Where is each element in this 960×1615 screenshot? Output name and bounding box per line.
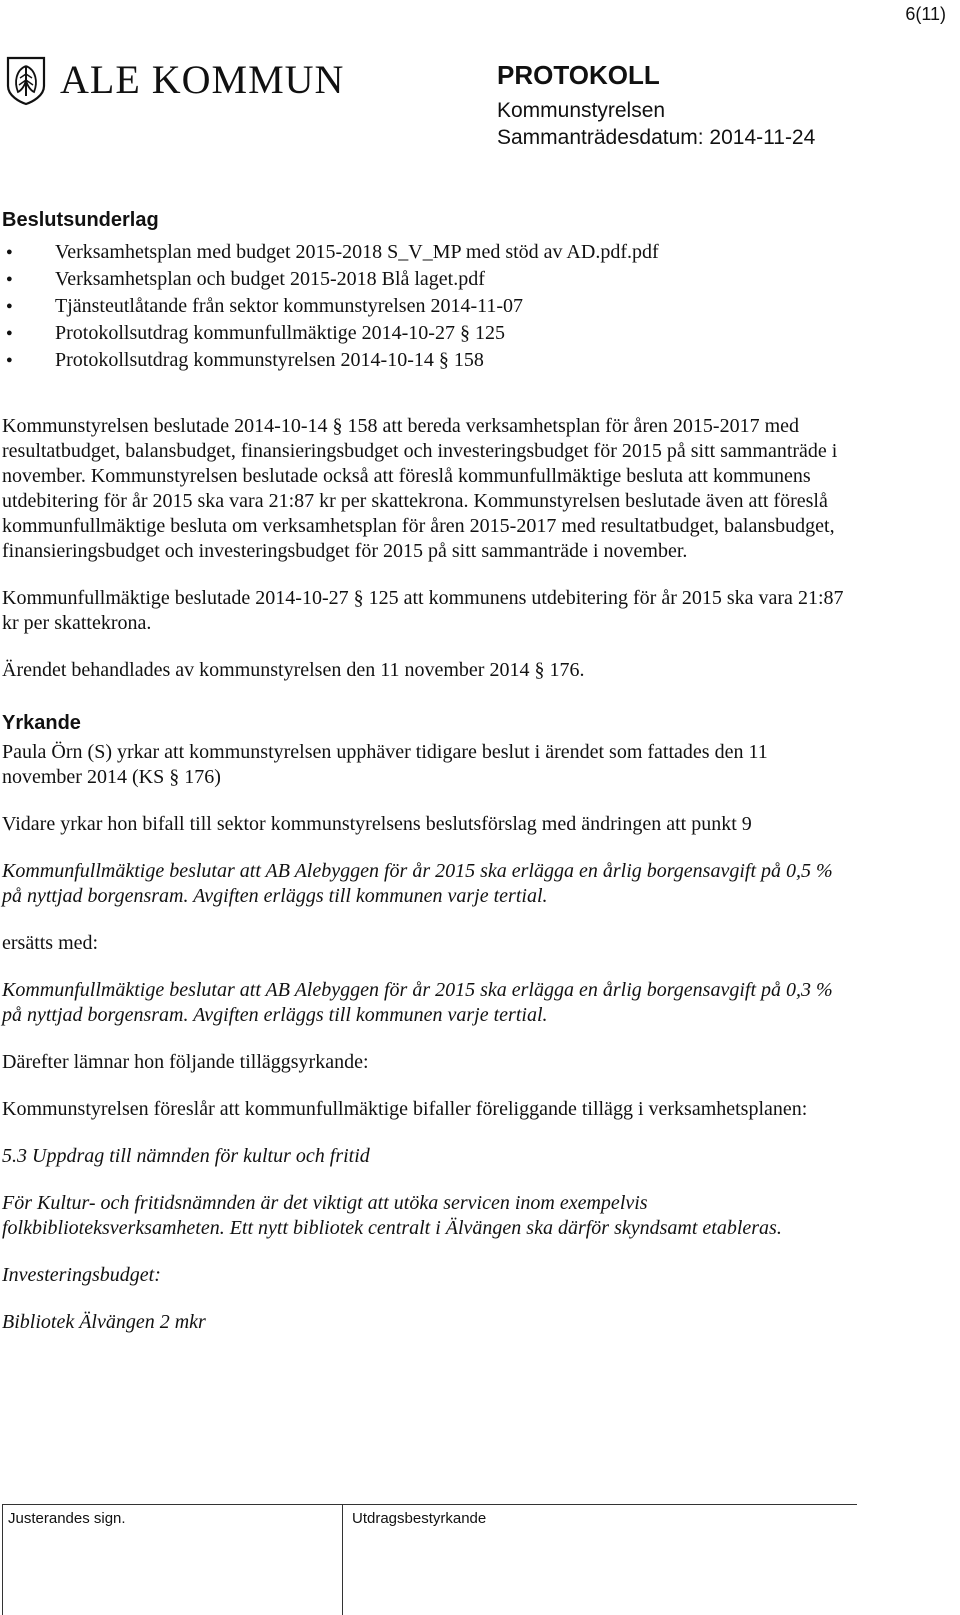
- signature-footer: [2, 1504, 857, 1615]
- beslutsunderlag-list: [2, 239, 852, 374]
- footer-divider: [342, 1505, 343, 1615]
- background-paragraph-3: Ärendet behandlades av kommunstyrelsen den 11 november 2014 § 176.: [2, 659, 585, 681]
- background-paragraph-2: Kommunfullmäktige beslutade 2014-10-27 § 125 att kommunens utdebitering för år 2015 ska vara 21:87 kr per skattekrona.: [2, 587, 844, 634]
- list-item: ● Protokollsutdrag kommunstyrelsen 2014-10-14 § 158: [2, 347, 852, 374]
- replace-label: ersätts med:: [2, 932, 99, 954]
- leaf-emblem-icon: [2, 52, 50, 106]
- yrkande-paragraph-1: Paula Örn (S) yrkar att kommunstyrelsen upphäver tidigare beslut i ärendet som fattades den 11 november 2014 (KS § 176): [2, 741, 768, 788]
- quoted-decision-original: Kommunfullmäktige beslutar att AB Alebyggen för år 2015 ska erlägga en årlig borgensavgift på 0,5 % på nyttjad borgensram. Avgiften erläggs till kommunen varje tertial.: [2, 860, 833, 907]
- utdragsbestyrkande-label: Utdragsbestyrkande: [352, 1510, 487, 1527]
- justerandes-sign-label: Justerandes sign.: [8, 1510, 126, 1527]
- list-item: ● Verksamhetsplan med budget 2015-2018 S_V_MP med stöd av AD.pdf.pdf: [2, 239, 852, 266]
- beslutsunderlag-heading: Beslutsunderlag: [2, 209, 159, 231]
- committee-name: Kommunstyrelsen: [497, 99, 666, 122]
- assignment-text: För Kultur- och fritidsnämnden är det viktigt att utöka servicen inom exempelvis folkbiblioteksverksamheten. Ett nytt bibliotek centralt i Älvängen ska därför skyndsamt etableras.: [2, 1192, 782, 1239]
- yrkande-paragraph-3: Därefter lämnar hon följande tilläggsyrkande:: [2, 1051, 369, 1073]
- investment-label: Investeringsbudget:: [2, 1264, 161, 1286]
- document-body: [2, 208, 852, 1357]
- footer-border: [2, 1505, 3, 1615]
- background-paragraph-1: Kommunstyrelsen beslutade 2014-10-14 § 158 att bereda verksamhetsplan för åren 2015-2017 med resultatbudget, balansbudget, finansieringsbudget och investeringsbudget för 2015 på sitt sammanträde i november. Kommunstyrelsen beslutade också att föreslå kommunfullmäktige besluta att kommunens utdebitering för år 2015 ska vara 21:87 kr per skattekrona. Kommunstyrelsen beslutade även att föreslå kommunfullmäktige besluta om verksamhetsplan för åren 2015-2017 med resultatbudget, balansbudget, finansieringsbudget och investeringsbudget för 2015 på sitt sammanträde i november.: [2, 415, 838, 562]
- document-header: [497, 60, 815, 151]
- municipality-logo: [2, 52, 344, 106]
- quoted-decision-replacement: Kommunfullmäktige beslutar att AB Alebyggen för år 2015 ska erlägga en årlig borgensavgift på 0,3 % på nyttjad borgensram. Avgiften erläggs till kommunen varje tertial.: [2, 979, 833, 1026]
- yrkande-paragraph-2: Vidare yrkar hon bifall till sektor kommunstyrelsens beslutsförslag med ändringen att punkt 9: [2, 813, 752, 835]
- list-item: ● Tjänsteutlåtande från sektor kommunstyrelsen 2014-11-07: [2, 293, 852, 320]
- investment-item: Bibliotek Älvängen 2 mkr: [2, 1311, 206, 1333]
- page-number: 6(11): [905, 4, 946, 24]
- yrkande-paragraph-4: Kommunstyrelsen föreslår att kommunfullmäktige bifaller föreliggande tillägg i verksamhetsplanen:: [2, 1098, 808, 1120]
- list-item: ● Protokollsutdrag kommunfullmäktige 2014-10-27 § 125: [2, 320, 852, 347]
- assignment-heading: 5.3 Uppdrag till nämnden för kultur och fritid: [2, 1145, 370, 1167]
- document-type: PROTOKOLL: [497, 60, 660, 90]
- list-item: ● Verksamhetsplan och budget 2015-2018 Blå laget.pdf: [2, 266, 852, 293]
- logo-text: ALE KOMMUN: [60, 56, 345, 102]
- yrkande-heading: Yrkande: [2, 712, 81, 734]
- meeting-date: Sammanträdesdatum: 2014-11-24: [497, 126, 816, 149]
